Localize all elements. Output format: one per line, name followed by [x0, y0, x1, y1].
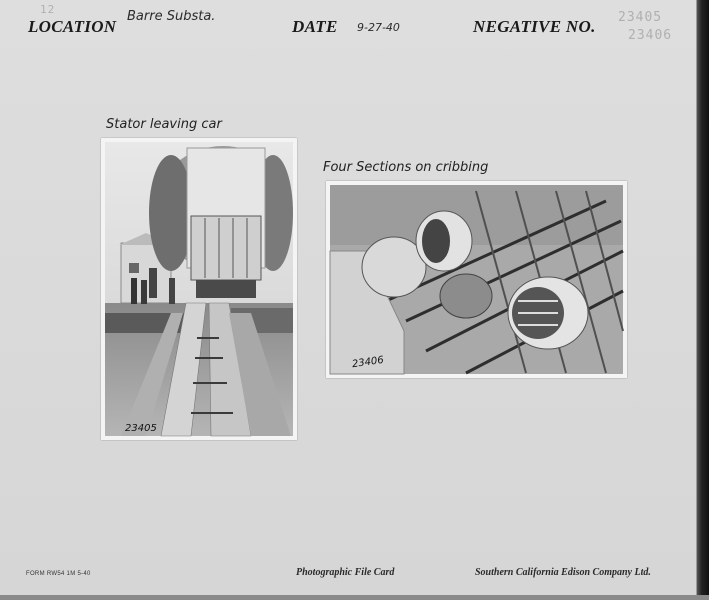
location-label: LOCATION: [28, 17, 117, 36]
negative-number-2: 23406: [628, 28, 673, 43]
photo-number-23406: 23406: [351, 354, 385, 371]
location-value: Barre Substa.: [127, 9, 216, 24]
scan-edge-right: [697, 0, 709, 600]
photo-caption-sections: Four Sections on cribbing: [323, 160, 489, 175]
footer-card-title: Photographic File Card: [296, 567, 395, 578]
date-value: 9-27-40: [357, 21, 400, 34]
stator-photo-image: [101, 138, 297, 440]
photo-caption-stator: Stator leaving car: [106, 117, 222, 132]
footer-company-name: Southern California Edison Company Ltd.: [475, 567, 651, 578]
negative-number-1: 23405: [618, 10, 663, 25]
sections-photo-image: [326, 181, 627, 378]
photo-four-sections-cribbing: [326, 181, 627, 378]
negative-label: NEGATIVE NO.: [473, 17, 596, 36]
scan-edge-bottom: [0, 595, 709, 600]
photo-number-23405: 23405: [125, 423, 157, 434]
photo-stator-leaving-car: [101, 138, 297, 440]
date-label: DATE: [292, 17, 338, 36]
form-code: FORM RW54 1M 5-40: [26, 571, 91, 577]
corner-mark: 12: [40, 3, 56, 16]
